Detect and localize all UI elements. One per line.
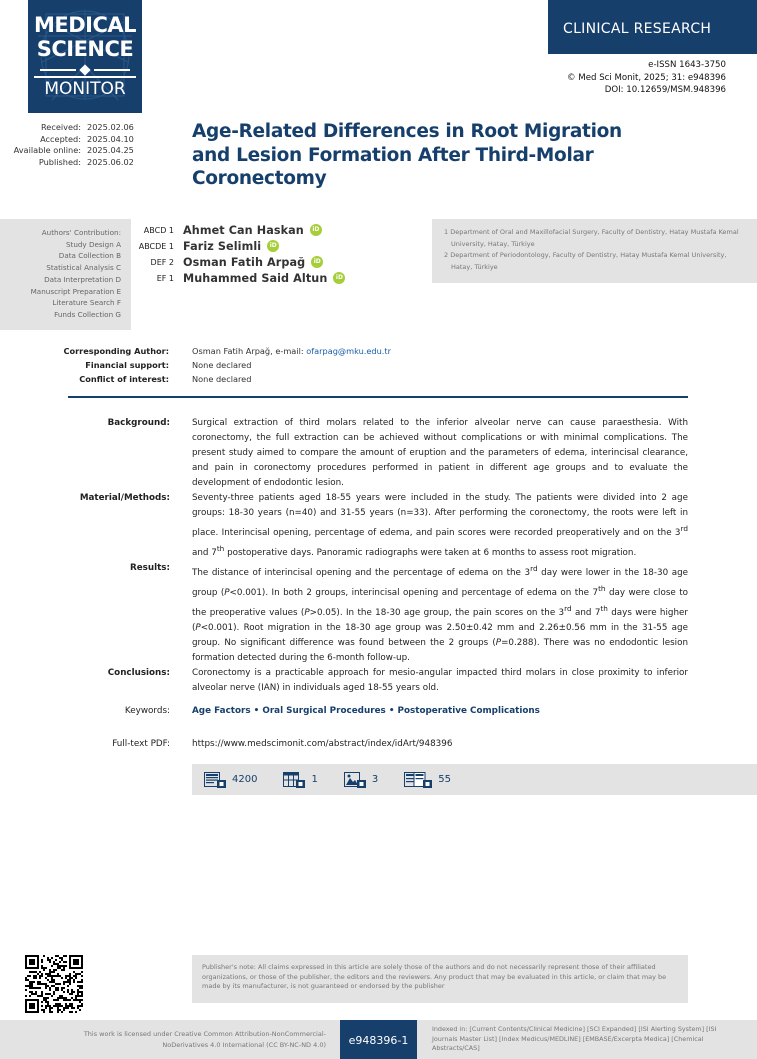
text-run: >0.05). In the 18-30 age group, the pain scores on the 3 bbox=[309, 608, 565, 619]
date-label: Accepted: bbox=[40, 133, 81, 144]
text-run: <0.001). In both 2 groups, interincisal opening and percentage of edema on the 7 bbox=[229, 588, 599, 599]
abstract-section-label: Conclusions: bbox=[107, 668, 170, 679]
abstract-methods bbox=[0, 491, 757, 561]
table-icon bbox=[283, 772, 305, 788]
author-row bbox=[131, 270, 421, 286]
table-count-value: 1 bbox=[311, 774, 318, 785]
contribution-heading: Authors' Contribution: bbox=[41, 228, 121, 237]
author-contribution-codes: EF 1 bbox=[156, 273, 174, 283]
figure-count-stat bbox=[344, 772, 378, 788]
date-value: 2025.02.06 bbox=[87, 122, 134, 132]
superscript: rd bbox=[564, 604, 572, 614]
text-run: day were close to the preoperative values ( bbox=[192, 588, 688, 619]
date-label: Available online: bbox=[13, 145, 81, 156]
text-run: days were higher ( bbox=[192, 608, 688, 634]
abstract-section-text bbox=[192, 561, 688, 666]
p-value-symbol: P bbox=[224, 588, 230, 599]
word-count-icon bbox=[204, 772, 226, 788]
superscript: th bbox=[216, 544, 225, 554]
logo-word-3: MONITOR bbox=[34, 76, 136, 98]
date-row bbox=[0, 145, 134, 157]
financial-support-value: None declared bbox=[192, 360, 252, 370]
p-value-symbol: P bbox=[195, 623, 201, 634]
corresponding-author-row bbox=[0, 344, 757, 358]
financial-support-label: Financial support: bbox=[85, 360, 169, 370]
affiliation-item: 1 Department of Oral and Maxillofacial Surgery, Faculty of Dentistry, Hatay Mustafa Kemal University, Hatay, Türkiye bbox=[444, 228, 739, 248]
citation: © Med Sci Monit, 2025; 31: e948396 bbox=[566, 72, 726, 83]
word-count-value: 4200 bbox=[232, 774, 258, 785]
superscript: th bbox=[598, 584, 606, 594]
date-value: 2025.06.02 bbox=[87, 157, 134, 168]
text-run: and 7 bbox=[192, 548, 217, 559]
text-run: postoperative days. Panoramic radiographs were taken at 6 months to assess root migration. bbox=[224, 548, 637, 559]
text-run: =0.288). There was no endodontic lesion formation detected during the 6-month follow-up. bbox=[192, 638, 688, 664]
conflict-of-interest-row bbox=[0, 372, 757, 386]
author-contribution-legend bbox=[0, 219, 131, 330]
logo-rule-right bbox=[94, 69, 130, 71]
author-row bbox=[131, 222, 421, 238]
date-value: 2025.04.25 bbox=[87, 145, 134, 156]
qr-code-icon[interactable] bbox=[25, 955, 83, 1013]
corresponding-author-value bbox=[192, 344, 391, 358]
conflict-of-interest-label: Conflict of interest: bbox=[79, 374, 169, 384]
abstract-section-label: Material/Methods: bbox=[79, 493, 170, 504]
date-row bbox=[0, 157, 134, 169]
superscript: rd bbox=[530, 564, 538, 574]
keywords-row bbox=[0, 704, 757, 718]
affiliations bbox=[432, 219, 757, 283]
author-row bbox=[131, 254, 421, 270]
p-value-symbol: P bbox=[495, 638, 502, 649]
date-row bbox=[0, 122, 134, 134]
author-name: Ahmet Can Haskan bbox=[183, 223, 304, 237]
p-value-symbol: P bbox=[304, 608, 310, 619]
abstract bbox=[0, 416, 757, 696]
article-stats-bar bbox=[192, 764, 757, 795]
reference-count-value: 55 bbox=[438, 774, 451, 785]
abstract-section-text: Surgical extraction of third molars related to the inferior alveolar nerve can cause paraesthesia. With coronectomy, the full extraction can be achieved without complications or with minimal complications. The present study aimed to compare the amount of eruption and the parameters of edema, interincisal clearance, and pain in coronectomy procedures performed in patient in different age groups and to evaluate the development of endodontic lesion. bbox=[192, 418, 688, 489]
word-count-stat bbox=[204, 772, 257, 788]
table-count-stat bbox=[283, 772, 317, 788]
email-link[interactable]: ofarpag@mku.edu.tr bbox=[306, 346, 391, 356]
article-title: Age-Related Differences in Root Migration and Lesion Formation After Third-Molar Coronectomy bbox=[192, 121, 622, 189]
reference-count-stat bbox=[404, 772, 451, 788]
abstract-conclusions bbox=[0, 666, 757, 696]
superscript: th bbox=[600, 604, 608, 614]
keywords-value[interactable]: Age Factors • Oral Surgical Procedures • Postoperative Complications bbox=[192, 706, 540, 716]
keywords-label: Keywords: bbox=[124, 706, 170, 716]
author-contribution-codes: DEF 2 bbox=[150, 257, 174, 267]
conflict-of-interest-value: None declared bbox=[192, 374, 252, 384]
issn: e-ISSN 1643-3750 bbox=[648, 60, 726, 70]
page-identifier: e948396-1 bbox=[340, 1020, 417, 1059]
logo-rule-left bbox=[40, 69, 76, 71]
date-value: 2025.04.10 bbox=[87, 133, 134, 144]
section-divider bbox=[68, 396, 688, 398]
orcid-icon[interactable]: iD bbox=[311, 256, 323, 268]
author-name: Fariz Selimli bbox=[183, 239, 262, 253]
contribution-item: Funds Collection G bbox=[54, 309, 121, 319]
references-icon bbox=[404, 772, 432, 788]
author-contribution-codes: ABCDE 1 bbox=[138, 241, 174, 251]
corresponding-author-name: Osman Fatih Arpağ, e-mail: bbox=[192, 346, 307, 356]
article-identifiers bbox=[567, 59, 726, 97]
abstract-section-label: Results: bbox=[130, 563, 170, 574]
text-run: Seventy-three patients aged 18-55 years were included in the study. The patients were divided into 2 age groups: 18-30 years (n=40) and 31-55 years (n=33). After performing the coronectomy, the roots were left in place. Interincisal opening, percentage of edema, and pain scores were recorded preoperatively and on the 3 bbox=[192, 493, 688, 539]
date-label: Received: bbox=[40, 122, 81, 132]
section-banner: CLINICAL RESEARCH bbox=[548, 0, 757, 54]
contribution-item: Statistical Analysis C bbox=[46, 263, 121, 273]
fulltext-label: Full-text PDF: bbox=[112, 739, 170, 749]
orcid-icon[interactable]: iD bbox=[310, 224, 322, 236]
text-run: The distance of interincisal opening and the percentage of edema on the 3 bbox=[192, 568, 531, 579]
abstract-background bbox=[0, 416, 757, 491]
text-run: and 7 bbox=[571, 608, 601, 619]
author-name: Muhammed Said Altun bbox=[183, 271, 328, 285]
orcid-icon[interactable]: iD bbox=[267, 240, 279, 252]
doi[interactable]: DOI: 10.12659/MSM.948396 bbox=[604, 85, 726, 95]
corresponding-author-label: Corresponding Author: bbox=[63, 346, 169, 356]
text-run: <0.001). Root migration in the 18-30 age group was 2.50±0.42 mm and 2.26±0.56 mm in the 31-55 age group. No significant difference was found between the 2 groups ( bbox=[192, 623, 688, 649]
orcid-icon[interactable]: iD bbox=[333, 272, 345, 284]
contribution-item: Data Interpretation D bbox=[44, 274, 121, 284]
contribution-item: Literature Search F bbox=[52, 298, 121, 308]
logo-word-2: SCIENCE bbox=[36, 37, 134, 61]
date-label: Published: bbox=[38, 157, 81, 168]
figure-count-value: 3 bbox=[371, 774, 379, 785]
publication-dates bbox=[0, 122, 134, 169]
author-row bbox=[131, 238, 421, 254]
author-name: Osman Fatih Arpağ bbox=[183, 255, 306, 269]
article-meta bbox=[0, 344, 757, 386]
logo-word-1: MEDICAL bbox=[33, 13, 137, 37]
text-run: day were lower in the 18-30 age group ( bbox=[192, 568, 689, 599]
license-statement: This work is licensed under Creative Common Attribution-NonCommercial-NoDerivatives 4.0 International (CC BY-NC-ND 4.0) bbox=[83, 1030, 326, 1049]
fulltext-row bbox=[0, 737, 757, 751]
journal-logo bbox=[28, 0, 142, 113]
contribution-item: Study Design A bbox=[65, 239, 121, 249]
author-list bbox=[131, 222, 421, 286]
contribution-item: Manuscript Preparation E bbox=[30, 286, 121, 296]
publisher-note: Publisher's note: All claims expressed in this article are solely those of the authors and do not necessarily represent those of their affiliated organizations, or those of the publisher, the editors and the reviewers. Any product that may be evaluated in this article, or claim that may be made by its manufacturer, is not guaranteed or endorsed by the publisher bbox=[192, 955, 688, 1003]
page-footer bbox=[0, 1020, 757, 1059]
abstract-section-text bbox=[192, 491, 688, 561]
date-row bbox=[0, 133, 134, 146]
financial-support-row bbox=[0, 358, 757, 372]
abstract-results bbox=[0, 561, 757, 666]
contribution-item: Data Collection B bbox=[58, 251, 121, 261]
fulltext-link[interactable]: https://www.medscimonit.com/abstract/index/idArt/948396 bbox=[192, 739, 453, 749]
figure-icon bbox=[344, 772, 366, 788]
indexing-list: Indexed in: [Current Contents/Clinical Medicine] [SCI Expanded] [ISI Alerting System] [ISI Journals Master List] [Index Medicus/MEDLINE] [EMBASE/Excerpta Medica] [Chemical Abstracts/CAS] bbox=[432, 1025, 717, 1052]
superscript: rd bbox=[680, 524, 688, 534]
author-contribution-codes: ABCD 1 bbox=[143, 225, 174, 235]
abstract-section-text: Coronectomy is a practicable approach for mesio-angular impacted third molars in close proximity to inferior alveolar nerve (IAN) in individuals aged 18-55 years old. bbox=[192, 668, 688, 694]
affiliation-item: 2 Department of Periodontology, Faculty of Dentistry, Hatay Mustafa Kemal University, Hatay, Türkiye bbox=[444, 251, 727, 272]
abstract-section-label: Background: bbox=[107, 418, 170, 428]
